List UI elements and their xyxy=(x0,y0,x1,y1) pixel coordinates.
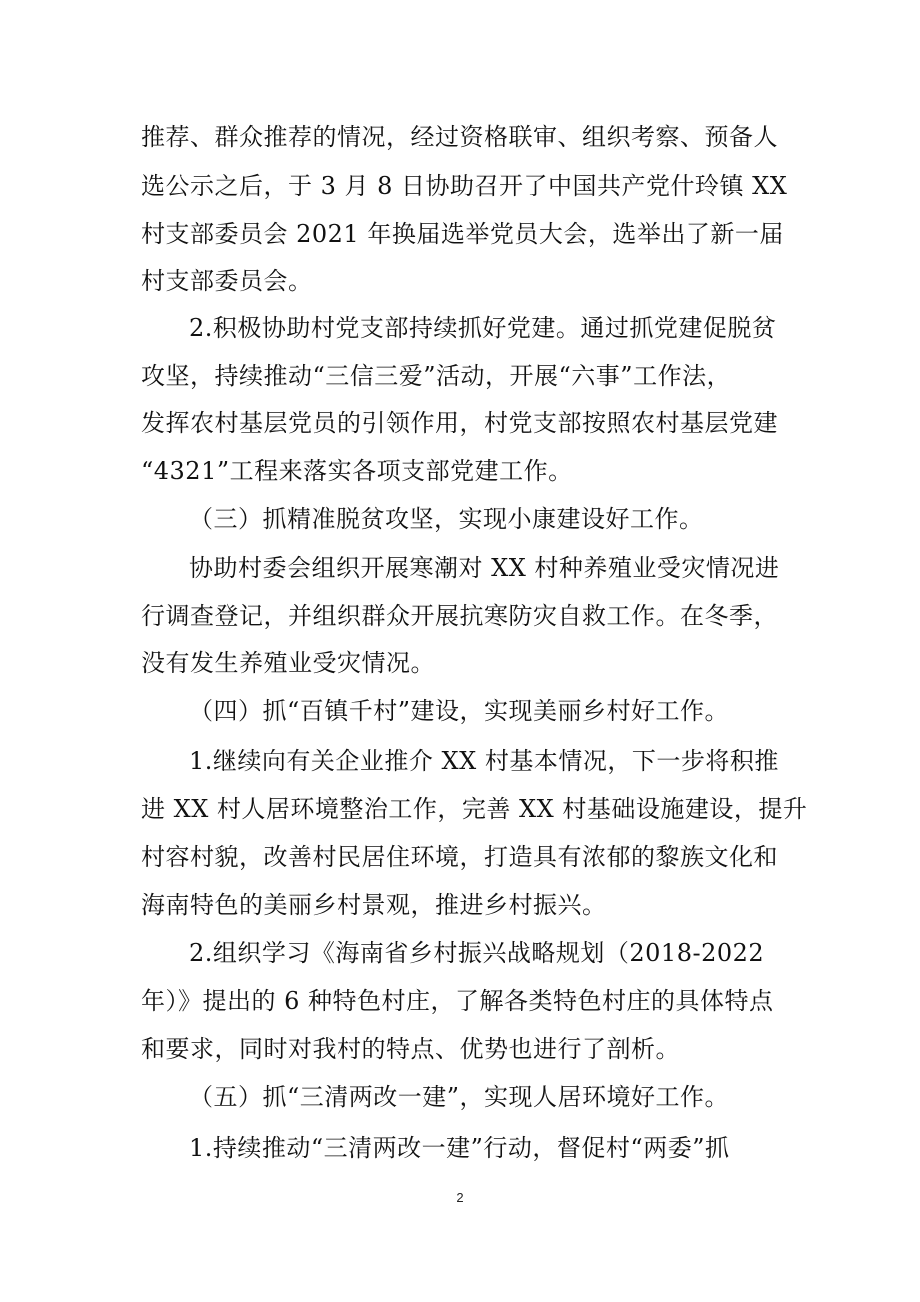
text-line: 海南特色的美丽乡村景观，推进乡村振兴。 xyxy=(141,891,607,919)
text-line: 攻坚，持续推动“三信三爱”活动，开展“六事”工作法， xyxy=(141,362,732,390)
section-heading: （三）抓精准脱贫攻坚，实现小康建设好工作。 xyxy=(189,505,704,533)
section-heading: （五）抓“三清两改一建”，实现人居环境好工作。 xyxy=(189,1083,730,1111)
text-line: 进 XX 村人居环境整治工作，完善 XX 村基础设施建设，提升 xyxy=(141,795,808,823)
text-line: 村支部委员会。 xyxy=(141,267,313,295)
text-line: 村容村貌，改善村民居住环境，打造具有浓郁的黎族文化和 xyxy=(141,843,778,871)
text-line: 选公示之后，于 3 月 8 日协助召开了中国共产党什玲镇 XX xyxy=(141,172,788,200)
text-line: 1.继续向有关企业推介 XX 村基本情况，下一步将积推 xyxy=(189,747,779,775)
text-line: 协助村委会组织开展寒潮对 XX 村种养殖业受灾情况进 xyxy=(189,554,780,582)
page-number: 2 xyxy=(456,1190,464,1205)
text-line: 和要求，同时对我村的特点、优势也进行了剖析。 xyxy=(141,1035,680,1063)
text-line: 推荐、群众推荐的情况，经过资格联审、组织考察、预备人 xyxy=(141,123,778,151)
text-line: 没有发生养殖业受灾情况。 xyxy=(141,649,435,677)
text-line: 行调查登记，并组织群众开展抗寒防灾自救工作。在冬季， xyxy=(141,602,778,630)
text-line: 发挥农村基层党员的引领作用，村党支部按照农村基层党建 xyxy=(141,409,778,437)
text-line: 村支部委员会 2021 年换届选举党员大会，选举出了新一届 xyxy=(141,220,784,248)
text-line: 2.组织学习《海南省乡村振兴战略规划（2018-2022 xyxy=(189,939,765,967)
text-line: 年）》提出的 6 种特色村庄，了解各类特色村庄的具体特点 xyxy=(141,987,774,1015)
text-line: “4321”工程来落实各项支部党建工作。 xyxy=(141,457,573,485)
text-line: 2.积极协助村党支部持续抓好党建。通过抓党建促脱贫 xyxy=(189,314,777,342)
text-line: 1.持续推动“三清两改一建”行动，督促村“两委”抓 xyxy=(189,1134,730,1162)
section-heading: （四）抓“百镇千村”建设，实现美丽乡村好工作。 xyxy=(189,697,730,725)
